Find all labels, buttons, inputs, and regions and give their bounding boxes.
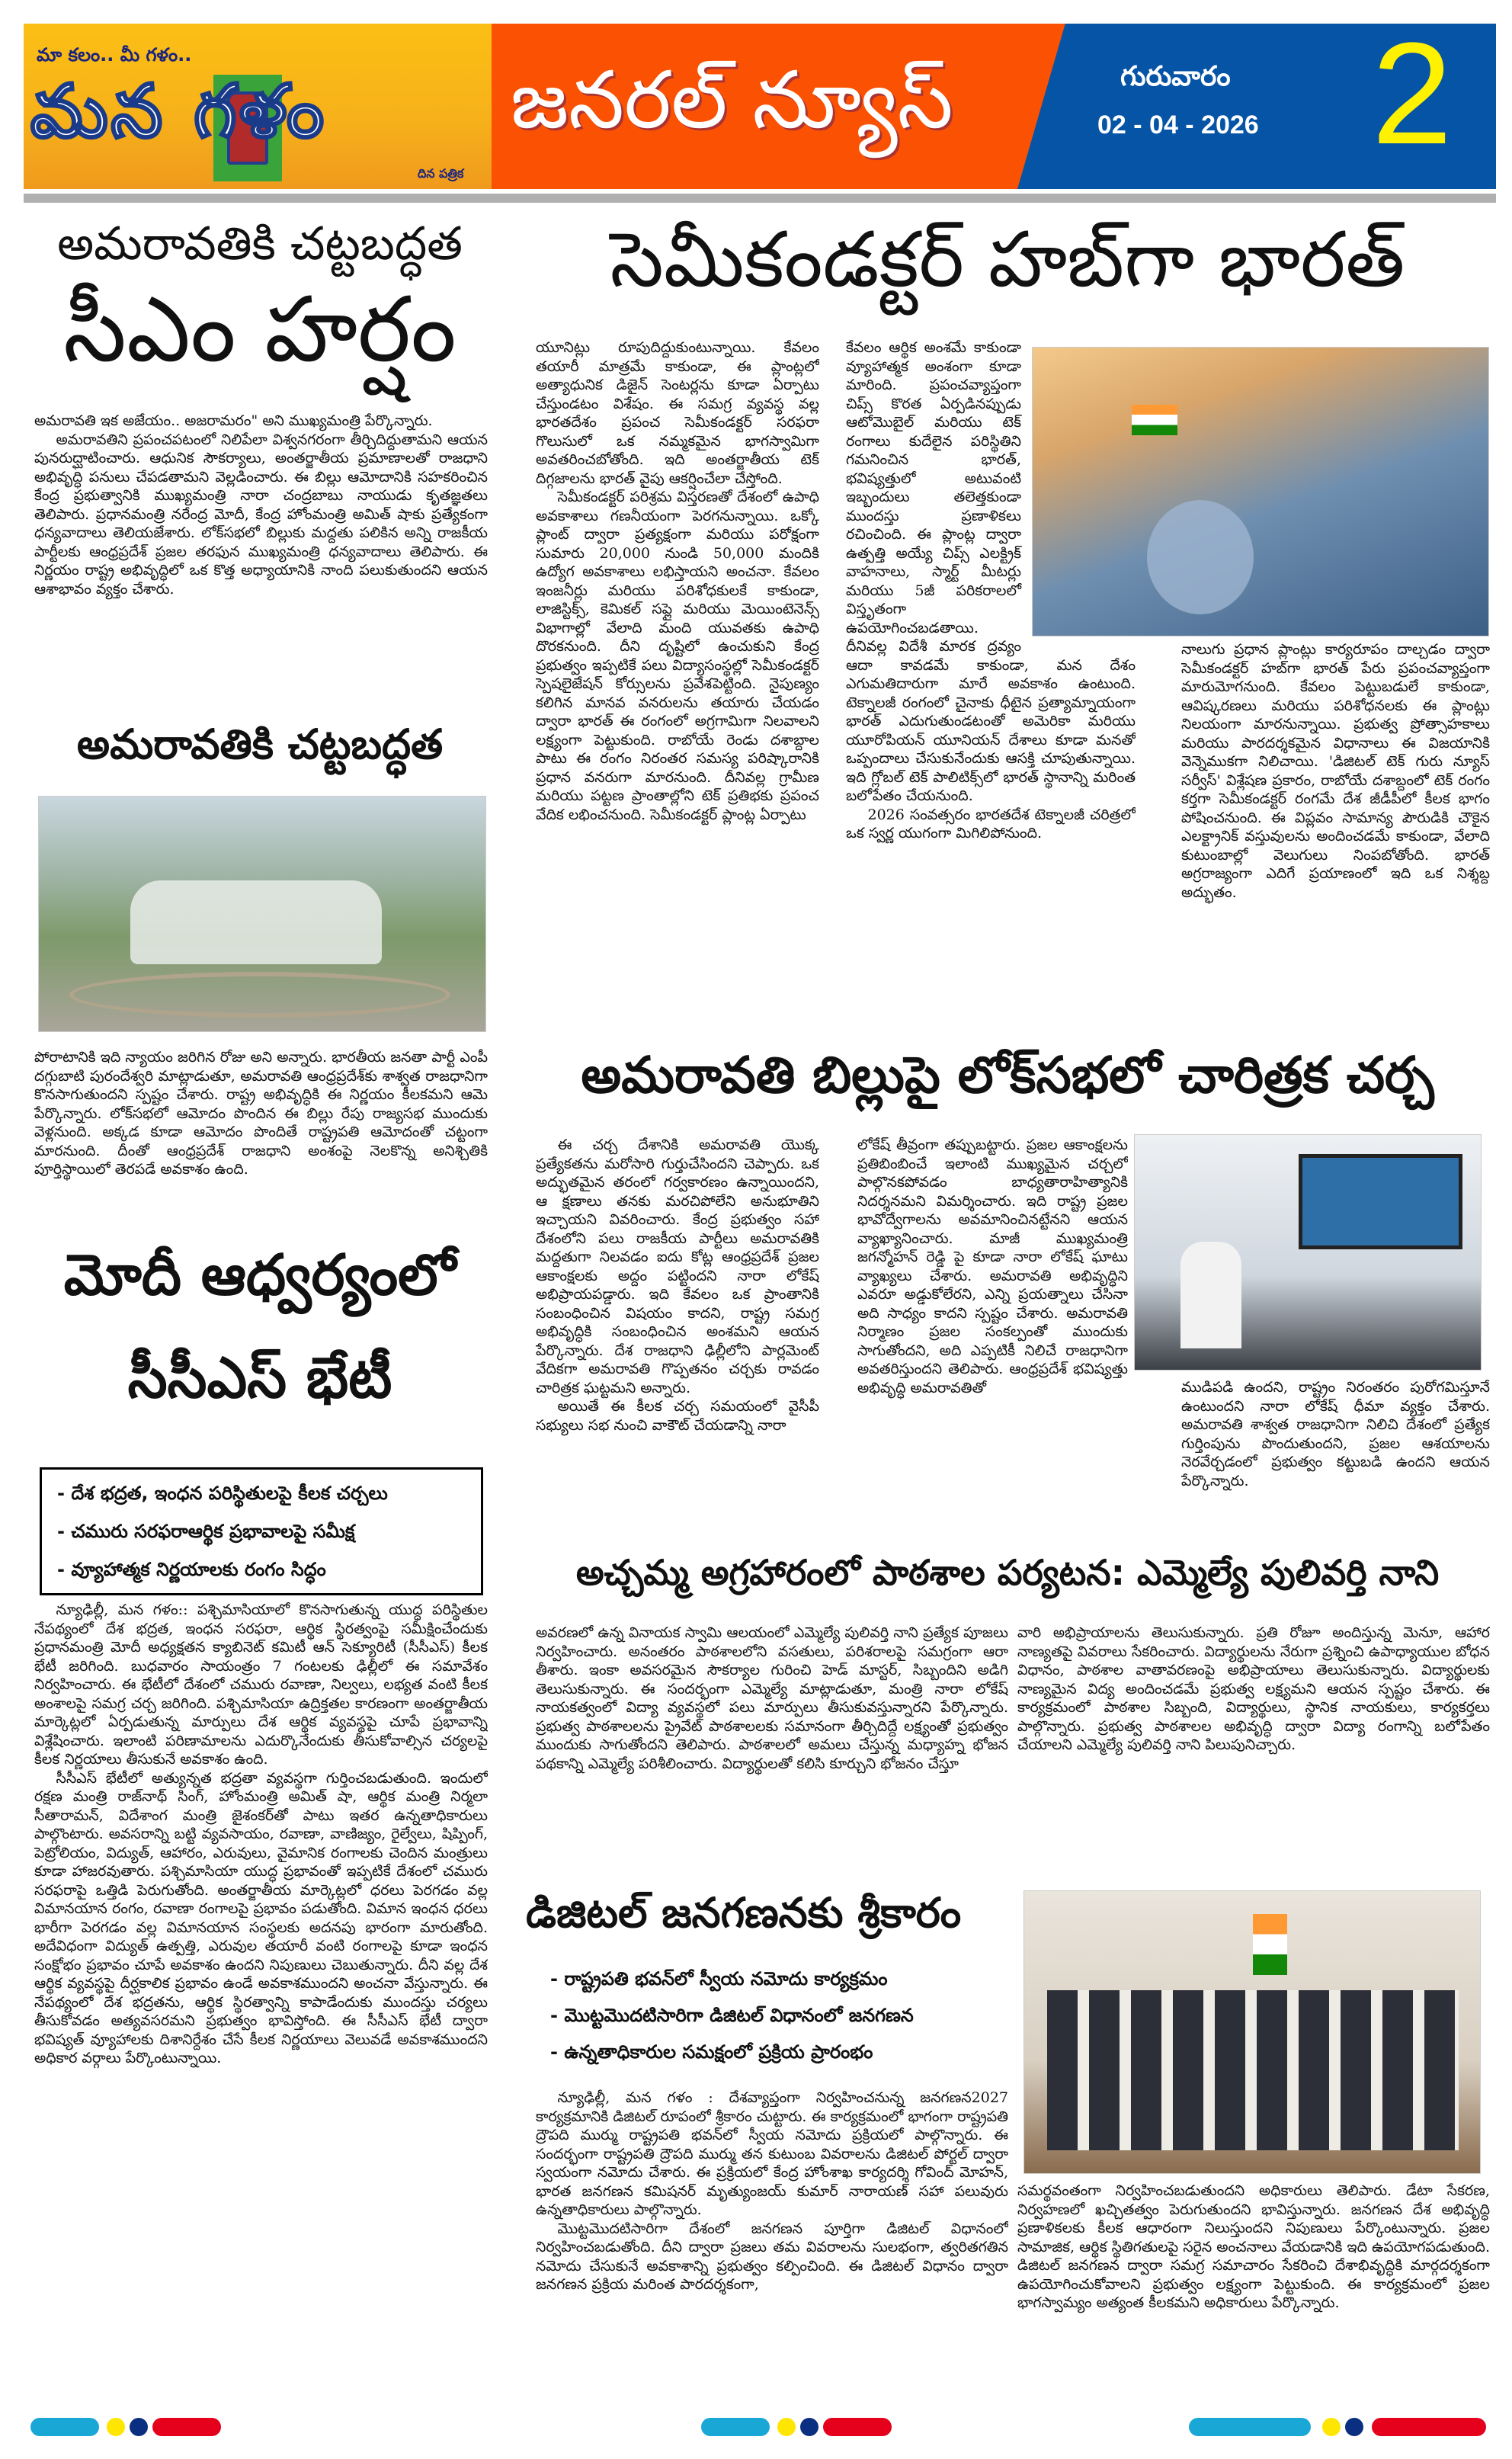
paragraph: కేవలం ఆర్థిక అంశమే కాకుండా వ్యూహాత్మక అంశంగా కూడా మారింది. ప్రపంచవ్యాప్తంగా చిప్స్ కొరత ఏర్పడినప్పుడు ఆటోమొబైల్ మరియు టెక్ రంగాలు కుదేలైన పరిస్థితిని గమనించిన భారత్, భవిష్యత్తులో అటువంటి ఇబ్బందులు తలెత్తకుండా ముందస్తు ప్రణాళికలు రచించింది. ఈ ప్లాంట్ల ద్వారా ఉత్పత్తి అయ్యే చిప్స్ ఎలక్ట్రిక్ వాహనాలు, స్మార్ట్ మీటర్లు మరియు 5జీ పరికరాలలో విస్తృతంగా ఉపయోగించబడతాయి. దీనివల్ల విదేశీ మారక ద్రవ్యం ఆదా కావడమే కాకుండా, మన దేశం ఎగుమతిదారుగా మారే అవకాశం ఉంటుంది. టెక్నాలజీ రంగంలో చైనాకు ధీటైన ప్రత్యామ్నాయంగా భారత్ ఎదుగుతుండటంతో అమెరికా మరియు యూరోపియన్ యూనియన్ దేశాలు కూడా మనతో ఒప్పందాలు చేసుకునేందుకు ఆసక్తి చూపుతున్నాయి. ఇది గ్లోబల్ టెక్ పాలిటిక్స్‌లో భారత్ స్థానాన్ని మరింత బలోపేతం చేయనుంది. <box>846 339 1136 804</box>
paragraph: యూనిట్లు రూపుదిద్దుకుంటున్నాయి. కేవలం తయారీ మాత్రమే కాకుండా, ఈ ప్లాంట్లలో అత్యాధునిక డిజైన్ సెంటర్లను కూడా ఏర్పాటు చేస్తుండటం విశేషం. ఈ సమగ్ర వ్యవస్థ వల్ల భారతదేశం ప్రపంచ సెమీకండక్టర్ సరఫరా గొలుసులో ఒక నమ్మకమైన భాగస్వామిగా అవతరించబోతోంది. ఇది అంతర్జాతీయ టెక్ దిగ్గజాలను భారత్ వైపు ఆకర్షించేలా చేస్తోంది. <box>536 339 819 487</box>
footer-decoration <box>777 2418 796 2436</box>
section-title: జనరల్ న్యూస్ <box>511 53 953 146</box>
highlight-item: - రాష్ట్రపతి భవన్‌లో స్వీయ నమోదు కార్యక్రమం <box>550 1968 888 1989</box>
issue-date: 02 - 04 - 2026 <box>1097 111 1259 139</box>
amaravati-aerial-photo <box>38 796 486 1032</box>
paragraph: లోకేష్ తీవ్రంగా తప్పుబట్టారు. ప్రజల ఆకాంక్షలను ప్రతిబింబించే ఇలాంటి ముఖ్యమైన చర్చలో పాల్గొనకపోవడం బాధ్యతారాహిత్యానికి నిదర్శనమని విమర్శించారు. ఇది రాష్ట్ర ప్రజల భావోద్వేగాలను అవమానించినట్టేనని ఆయన వ్యాఖ్యానించారు. మాజీ ముఖ్యమంత్రి జగన్మోహన్ రెడ్డి పై కూడా నారా లోకేష్ ఘాటు వ్యాఖ్యలు చేశారు. అమరావతి అభివృద్ధిని ఎవరూ అడ్డుకోలేరని, ఎన్ని ప్రయత్నాలు చేసినా అది సాధ్యం కాదని స్పష్టం చేశారు. అమరావతి నిర్మాణం ప్రజల సంకల్పంతో ముందుకు సాగుతోందని, అది ఎప్పటికీ నిలిచే రాజధానిగా అవతరిస్తుందని తెలిపారు. ఆంధ్రప్రదేశ్ భవిష్యత్తు అభివృద్ధి అమరావతితో <box>857 1137 1128 1396</box>
article-headline: అచ్చమ్మ అగ్రహారంలో పాఠశాల పర్యటన: ఎమ్మెల్యే పులివర్తి నాని <box>575 1552 1440 1593</box>
semiconductor-fab-illustration <box>1032 347 1489 636</box>
masthead-subtitle: దిన పత్రిక <box>418 166 464 181</box>
article-column <box>1181 640 1490 995</box>
footer-decoration <box>823 2418 892 2436</box>
article-headline: అమరావతి బిల్లుపై లోక్‌సభలో చారిత్రక చర్చ <box>581 1046 1434 1104</box>
article-headline: అమరావతికి చట్టబద్ధత <box>76 720 444 768</box>
footer-decoration <box>130 2418 148 2436</box>
rashtrapati-bhavan-group-photo <box>1023 1890 1481 2174</box>
highlight-item: - చమురు సరఫరాఆర్థిక ప్రభావాలపై సమీక్ష <box>57 1521 355 1542</box>
loksabha-screen-photo <box>1134 1134 1482 1371</box>
article-column <box>1181 1378 1490 1523</box>
article-headline-line2: సీసీఎస్ భేటీ <box>127 1345 392 1411</box>
article-headline-line1: మోదీ ఆధ్వర్యంలో <box>63 1242 456 1308</box>
paragraph: సీసీఎస్ భేటీలో అత్యున్నత భద్రతా వ్యవస్థగా గుర్తించబడుతుంది. ఇందులో రక్షణ మంత్రి రాజ్‌నాథ్ సింగ్, హోంమంత్రి అమిత్ షా, ఆర్థిక మంత్రి నిర్మలా సీతారామన్, విదేశాంగ మంత్రి జైశంకర్‌తో పాటు ఇతర ఉన్నతాధికారులు పాల్గొంటారు. అవసరాన్ని బట్టి వ్యవసాయం, రవాణా, వాణిజ్యం, రైల్వేలు, షిప్పింగ్, పెట్రోలియం, విద్యుత్, ఆహారం, ఎరువులు, వైమానిక రంగాలకు చెందిన మంత్రులు కూడా హాజరవుతారు. పశ్చిమాసియా యుద్ధ ప్రభావంతో ఇప్పటికే దేశంలో చమురు సరఫరాపై ఒత్తిడి పెరుగుతోంది. అంతర్జాతీయ మార్కెట్లలో ధరలు పెరగడం వల్ల విమానయాన రంగం, రవాణా రంగాలపై ప్రభావం పడుతోంది. విమాన ఇంధన ధరలు భారీగా పెరగడం వల్ల విమానయాన సంస్థలకు అదనపు భారంగా మారుతోంది. అదేవిధంగా విద్యుత్ ఉత్పత్తి, ఎరువుల తయారీ వంటి రంగాలపై కూడా ఇంధన సంక్షోభం ప్రభావం చూపే అవకాశం ఉందని నిపుణులు చెబుతున్నారు. దీని వల్ల దేశ ఆర్థిక వ్యవస్థపై దీర్ఘకాలిక ప్రభావం ఉండే అవకాశముందని అంచనా వేస్తున్నారు. ఈ నేపథ్యంలో దేశ భద్రతను, ఆర్థిక స్థిరత్వాన్ని కాపాడేందుకు ముందస్తు చర్యలు తీసుకోవడం అత్యవసరమని ప్రభుత్వం భావిస్తోంది. ఈ సీసీఎస్ భేటీ ద్వారా భవిష్యత్ వ్యూహాలకు దిశానిర్దేశం చేసే కీలక నిర్ణయాలు వెలువడే అవకాశముందని అధికార వర్గాలు పేర్కొంటున్నాయి. <box>34 1769 488 2066</box>
footer-decoration <box>152 2418 221 2436</box>
footer-decoration <box>107 2418 125 2436</box>
footer-decoration <box>800 2418 818 2436</box>
highlights-box <box>40 1467 483 1595</box>
article-headline: సెమీకండక్టర్ హబ్‌గా భారత్ <box>610 215 1405 304</box>
article-body <box>34 1048 488 1220</box>
article-headline: డిజిటల్ జనగణనకు శ్రీకారం <box>526 1889 962 1937</box>
article-column <box>536 2089 1008 2380</box>
paragraph: న్యూఢిల్లీ, మన గళం:: పశ్చిమాసియాలో కొనసాగుతున్న యుద్ధ పరిస్థితుల నేపథ్యంలో దేశ భద్రత, ఇంధన సరఫరా, ఆర్థిక స్థిరత్వంపై సమీక్షించేందుకు ప్రధానమంత్రి మోదీ అధ్యక్షతన క్యాబినెట్ కమిటీ ఆన్ సెక్యూరిటీ (సీసీఎస్) కీలక భేటీ జరిగింది. బుధవారం సాయంత్రం 7 గంటలకు ఢిల్లీలో ఈ సమావేశం నిర్వహించారు. ఈ భేటీలో దేశంలో చమురు రవాణా, నిల్వలు, లభ్యత వంటి కీలక అంశాలపై సమగ్ర చర్చ జరిగింది. పశ్చిమాసియా ఉద్రిక్తతల కారణంగా అంతర్జాతీయ మార్కెట్లలో ఏర్పడుతున్న మార్పులు దేశ ఆర్థిక వ్యవస్థపై చూపే ప్రభావాన్ని విశ్లేషించారు. ఇలాంటి పరిణామాలను ఎదుర్కొనేందుకు తీసుకోవాల్సిన చర్యలపై కీలక నిర్ణయాలు తీసుకునే అవకాశం ఉంది. <box>34 1601 488 1768</box>
paragraph: అమరావతి ఇక అజేయం.. అజరామరం" అని ముఖ్యమంత్రి పేర్కొన్నారు. <box>34 412 433 429</box>
footer-decoration <box>1322 2418 1341 2436</box>
article-column <box>536 1136 819 1521</box>
paragraph: వారి అభిప్రాయాలను తెలుసుకున్నారు. ప్రతి రోజూ అందిస్తున్న మెనూ, ఆహార నాణ్యతపై వివరాలు సేకరించారు. విద్యార్థులను నేరుగా ప్రశ్నించి ఉపాధ్యాయుల బోధన విధానం, పాఠశాల వాతావరణంపై అభిప్రాయాలు తెలుసుకున్నారు. విద్యార్థులకు నాణ్యమైన విద్య అందించడమే ప్రభుత్వ లక్ష్యమని ఆయన స్పష్టం చేశారు. ఈ కార్యక్రమంలో పాఠశాల సిబ్బంది, విద్యార్థులు, స్థానిక నాయకులు, కార్యకర్తలు పాల్గొన్నారు. ప్రభుత్వ పాఠశాలల అభివృద్ధి ద్వారా విద్యా రంగాన్ని బలోపేతం చేయాలని ఎమ్మెల్యే పులివర్తి నాని పిలుపునిచ్చారు. <box>1017 1624 1490 1753</box>
paragraph: ముడిపడి ఉందని, రాష్ట్రం నిరంతరం పురోగమిస్తూనే ఉంటుందని నారా లోకేష్ ధీమా వ్యక్తం చేశారు. అమరావతి శాశ్వత రాజధానిగా నిలిచి దేశంలో ప్రత్యేక గుర్తింపును పొందుతుందని, ప్రజల ఆశయాలను నెరవేర్చడంలో ప్రభుత్వం కట్టుబడి ఉందని ఆయన పేర్కొన్నారు. <box>1181 1379 1490 1489</box>
masthead-tagline: మా కలం.. మీ గళం.. <box>37 44 192 66</box>
header-divider <box>24 194 1496 203</box>
article-kicker: అమరావతికి చట్టబద్ధత <box>57 217 463 271</box>
paragraph: సమర్థవంతంగా నిర్వహించబడుతుందని అధికారులు తెలిపారు. డేటా సేకరణ, నిర్వహణలో ఖచ్చితత్వం పెరుగుతుందని భావిస్తున్నారు. జనగణన దేశ అభివృద్ధి ప్రణాళికలకు కీలక ఆధారంగా నిలుస్తుందని నిపుణులు పేర్కొంటున్నారు. ప్రజల సామాజిక, ఆర్థిక స్థితిగతులపై సరైన అంచనాలు వేయడానికి ఇది ఉపయోగపడుతుంది. డిజిటల్ జనగణన ద్వారా సమగ్ర సమాచారం సేకరించి దేశాభివృద్ధికి మార్గదర్శకంగా ఉపయోగించుకోవాలని ప్రభుత్వం లక్ష్యంగా పెట్టుకుంది. ఈ కార్యక్రమంలో ప్రజల భాగస్వామ్యం అత్యంత కీలకమని అధికారులు పేర్కొన్నారు. <box>1017 2182 1490 2311</box>
footer-decoration <box>701 2418 770 2436</box>
footer-decoration <box>1345 2418 1363 2436</box>
article-column <box>1017 2182 1490 2372</box>
article-column <box>857 1136 1128 1521</box>
footer-decoration <box>30 2418 99 2436</box>
article-body <box>34 412 488 675</box>
paragraph: అమరావతిని ప్రపంచపటంలో నిలిపేలా విశ్వనగరంగా తీర్చిదిద్దుతామని ఆయన పునరుద్ఘాటించారు. ఆధునిక సౌకర్యాలు, అంతర్జాతీయ ప్రమాణాలతో రాజధాని అభివృద్ధి పనులు చేపడతామని వెల్లడించారు. ఈ బిల్లు ఆమోదానికి సహకరించిన కేంద్ర ప్రభుత్వానికి ముఖ్యమంత్రి నారా చంద్రబాబు నాయుడు కృతజ్ఞతలు తెలిపారు. ప్రధానమంత్రి నరేంద్ర మోదీ, కేంద్ర హోంమంత్రి అమిత్ షాకు ప్రత్యేకంగా ధన్యవాదాలు తెలియజేశారు. లోక్‌సభలో బిల్లుకు మద్దతు పలికిన అన్ని రాజకీయ పార్టీలకు ఆంధ్రప్రదేశ్ ప్రజల తరఫున ముఖ్యమంత్రి ధన్యవాదాలు తెలిపారు. ఈ నిర్ణయం రాష్ట్ర అభివృద్ధిలో ఒక కొత్త అధ్యాయానికి నాంది పలుకుతుందని ఆయన ఆశాభావం వ్యక్తం చేశారు. <box>34 431 488 598</box>
paragraph: మొట్టమొదటిసారిగా దేశంలో జనగణన పూర్తిగా డిజిటల్ విధానంలో నిర్వహించబడుతోంది. దీని ద్వారా ప్రజలు తమ వివరాలను సులభంగా, త్వరితగతిన నమోదు చేసుకునే అవకాశాన్ని ప్రభుత్వం కల్పించింది. ఈ డిజిటల్ విధానం ద్వారా జనగణన ప్రక్రియ మరింత పారదర్శకంగా, <box>536 2220 1008 2293</box>
paragraph: ఈ చర్చ దేశానికి అమరావతి యొక్క ప్రత్యేకతను మరోసారి గుర్తుచేసిందని చెప్పారు. ఒక అద్భుతమైన తరంలో గర్వకారణం ఉన్నాయిందని, ఆ క్షణాలు తనకు మరచిపోలేని అనుభూతిని ఇచ్చాయని వివరించారు. కేంద్ర ప్రభుత్వం సహా దేశంలోని పలు రాజకీయ పార్టీలు అమరావతికి మద్దతుగా నిలవడం ఐదు కోట్ల ఆంధ్రప్రదేశ్ ప్రజల ఆకాంక్షలకు అద్దం పట్టిందని నారా లోకేష్ అభిప్రాయపడ్డారు. ఇది కేవలం ఒక ప్రాంతానికి సంబంధించిన విషయం కాదని, రాష్ట్ర సమగ్ర అభివృద్ధికి సంబంధించిన అంశమని ఆయన పేర్కొన్నారు. దేశ రాజధాని ఢిల్లీలోని పార్లమెంట్ వేదికగా అమరావతి గొప్పతనం చర్చకు రావడం చారిత్రక ఘట్టమని అన్నారు. <box>536 1137 819 1396</box>
highlight-item: - వ్యూహాత్మక నిర్ణయాలకు రంగం సిద్ధం <box>57 1559 326 1580</box>
paragraph: నాలుగు ప్రధాన ప్లాంట్లు కార్యరూపం దాల్చడం ద్వారా సెమీకండక్టర్ హబ్‌గా భారత్ పేరు ప్రపంచవ్యాప్తంగా మారుమోగనుంది. కేవలం పెట్టుబడులే కాకుండా, ఆవిష్కరణలు మరియు పరిశోధనలకు ఈ ప్లాంట్లు నిలయంగా మారనున్నాయి. ప్రభుత్వ ప్రోత్సాహకాలు మరియు పారదర్శకమైన విధానాలు ఈ విజయానికి వెన్నెముకగా నిలిచాయి. 'డిజిటల్ టెక్ గురు న్యూస్ సర్వీస్' విశ్లేషణ ప్రకారం, రాబోయే దశాబ్దంలో టెక్ రంగం కర్తగా సెమీకండక్టర్ రంగమే దేశ జీడీపీలో కీలక భాగం పోషించనుంది. ఈ విప్లవం సామాన్య పౌరుడికి చౌకైన ఎలక్ట్రానిక్ వస్తువులను అందించడమే కాకుండా, వేలాది కుటుంబాల్లో వెలుగులు నింపబోతోంది. భారత్ అగ్రరాజ్యంగా ఎదిగే ప్రయాణంలో ఇది ఒక నిశ్శబ్ద అద్భుతం. <box>1181 641 1490 901</box>
highlight-item: - దేశ భద్రత, ఇంధన పరిస్థితులపై కీలక చర్చలు <box>57 1483 388 1504</box>
footer-decoration <box>1372 2418 1486 2436</box>
article-column <box>536 338 819 994</box>
article-column <box>536 1624 1008 1807</box>
paragraph: అవరణలో ఉన్న వినాయక స్వామి ఆలయంలో ఎమ్మెల్యే పులివర్తి నాని ప్రత్యేక పూజలు నిర్వహించారు. అనంతరం పాఠశాలలోని వసతులు, పరిశరాలపై సమగ్రంగా ఆరా తీశారు. ఇంకా అవసరమైన సౌకర్యాల గురించి హెడ్ మాస్టర్, సిబ్బందిని అడిగి తెలుసుకున్నారు. ఈ సందర్భంగా ఎమ్మెల్యే మాట్లాడుతూ, మంత్రి నారా లోకేష్ నాయకత్వంలో విద్యా వ్యవస్థలో పలు మార్పులు తీసుకువస్తున్నారని పేర్కొన్నారు. ప్రభుత్వ పాఠశాలలను ప్రైవేట్ పాఠశాలలకు సమానంగా తీర్చిదిద్దే లక్ష్యంతో ప్రభుత్వం ముందుకు సాగుతోందని తెలిపారు. పాఠశాలలో అమలు చేస్తున్న మధ్యాహ్న భోజన పథకాన్ని ఎమ్మెల్యే పరిశీలించారు. విద్యార్థులతో కలిసి కూర్చుని భోజనం చేస్తూ <box>536 1624 1008 1772</box>
article-body <box>34 1601 488 2371</box>
highlight-item: - మొట్టమొదటిసారిగా డిజిటల్ విధానంలో జనగణన <box>550 2005 914 2026</box>
paragraph: న్యూఢిల్లీ, మన గళం : దేశవ్యాప్తంగా నిర్వహించనున్న జనగణన2027 కార్యక్రమానికి డిజిటల్ రూపంలో శ్రీకారం చుట్టారు. ఈ కార్యక్రమంలో భాగంగా రాష్ట్రపతి ద్రౌపది ముర్ము రాష్ట్రపతి భవన్‌లో స్వీయ నమోదు ప్రక్రియలో పాల్గొన్నారు. ఈ సందర్భంగా రాష్ట్రపతి ద్రౌపది ముర్ము తన కుటుంబ వివరాలను డిజిటల్ పోర్టల్ ద్వారా స్వయంగా నమోదు చేశారు. ఈ ప్రక్రియలో కేంద్ర హోంశాఖ కార్యదర్శి గోవింద్ మోహన్, భారత జనగణన కమిషనర్ మృత్యుంజయ్ కుమార్ నారాయణ్ సహా పలువురు ఉన్నతాధికారులు పాల్గొన్నారు. <box>536 2089 1008 2218</box>
highlight-item: - ఉన్నతాధికారుల సమక్షంలో ప్రక్రియ ప్రారంభం <box>550 2041 873 2063</box>
page-number: 2 <box>1372 13 1453 175</box>
weekday: గురువారం <box>1120 61 1231 92</box>
paragraph: సెమీకండక్టర్ పరిశ్రమ విస్తరణతో దేశంలో ఉపాధి అవకాశాలు గణనీయంగా పెరగనున్నాయి. ఒక్కో ప్లాంట్ ద్వారా ప్రత్యక్షంగా మరియు పరోక్షంగా సుమారు 20,000 నుండి 50,000 మందికి ఉద్యోగ అవకాశాలు లభిస్తాయని అంచనా. కేవలం ఇంజనీర్లు మరియు పరిశోధకులకే కాకుండా, లాజిస్టిక్స్, కెమికల్ సప్లై మరియు మెయింటెనెన్స్ విభాగాల్లో వేలాది మంది యువతకు ఉపాధి దొరకనుంది. దీని దృష్టిలో ఉంచుకుని కేంద్ర ప్రభుత్వం ఇప్పటికే పలు విద్యాసంస్థల్లో సెమీకండక్టర్ స్పెషలైజేషన్ కోర్సులను ప్రవేశపెట్టింది. నైపుణ్యం కలిగిన మానవ వనరులను తయారు చేయడం ద్వారా భారత్ ఈ రంగంలో అగ్రగామిగా నిలవాలని లక్ష్యంగా పెట్టుకుంది. రాబోయే రెండు దశాబ్దాల పాటు ఈ రంగం నిరంతర సమస్య పరిష్కారానికి ప్రధాన వనరుగా మారనుంది. దీనివల్ల గ్రామీణ మరియు పట్టణ ప్రాంతాల్లోని టెక్ ప్రతిభకు ప్రపంచ వేదిక లభించనుంది. సెమీకండక్టర్ ప్లాంట్ల ఏర్పాటు <box>536 489 819 823</box>
masthead-name: మన గళం <box>30 69 327 154</box>
paragraph: పోరాటానికి ఇది న్యాయం జరిగిన రోజు అని అన్నారు. భారతీయ జనతా పార్టీ ఎంపీ దగ్గుబాటి పురందేశ్వరి మాట్లాడుతూ, అమరావతి ఆంధ్రప్రదేశ్‌కు శాశ్వత రాజధానిగా కొనసాగుతుందని స్పష్టం చేశారు. రాష్ట్ర అభివృద్ధికి ఈ నిర్ణయం కీలకమని ఆమె పేర్కొన్నారు. లోక్‌సభలో ఆమోదం పొందిన ఈ బిల్లు రేపు రాజ్యసభ ముందుకు వెళ్లనుంది. అక్కడ కూడా ఆమోదం పొందితే రాష్ట్రపతి ఆమోదంతో చట్టంగా మారనుంది. దీంతో ఆంధ్రప్రదేశ్ రాజధాని అంశంపై నెలకొన్న అనిశ్చితికి పూర్తిస్థాయిలో తెరపడే అవకాశం ఉంది. <box>34 1049 488 1178</box>
paragraph: 2026 సంవత్సరం భారతదేశ టెక్నాలజీ చరిత్రలో ఒక స్వర్ణ యుగంగా మిగిలిపోనుంది. <box>846 806 1136 842</box>
paragraph: అయితే ఈ కీలక చర్చ సమయంలో వైసీపీ సభ్యులు సభ నుంచి వాకౌట్ చేయడాన్ని నారా <box>536 1398 819 1434</box>
article-headline: సీఎం హర్షం <box>63 277 456 382</box>
highlights-list <box>550 1960 1015 2070</box>
footer-decoration <box>1189 2418 1311 2436</box>
article-column <box>1017 1624 1490 1807</box>
